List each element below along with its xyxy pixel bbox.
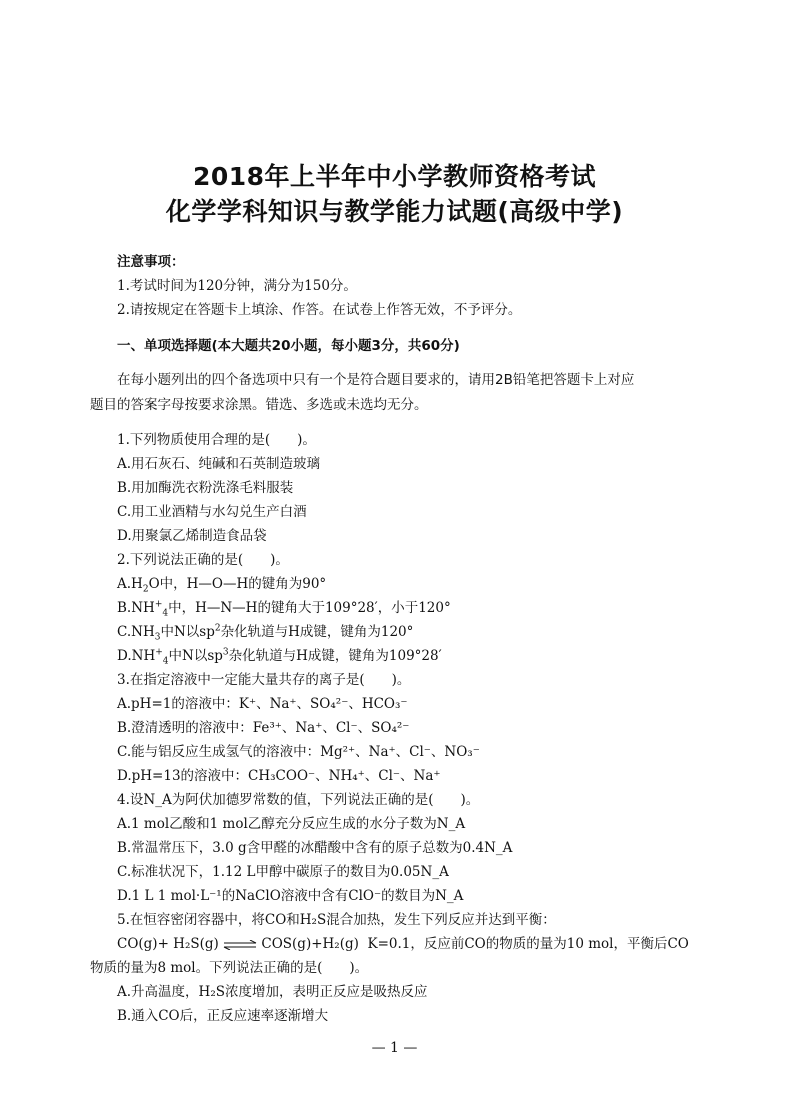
question-2-option-c: $C.NH_3$中N以$sp^2$杂化轨道与H成键，键角为120° — [117, 623, 414, 643]
question-1-option-b: B.用加酶洗衣粉洗涤毛料服装 — [117, 480, 294, 496]
question-2-option-b: $B.NH^+_4$中，H—N—H的键角大于109°28′，小于120° — [117, 599, 451, 619]
question-3-option-d: D.pH=13的溶液中：CH₃COO⁻、NH₄⁺、Cl⁻、Na⁺ — [117, 768, 441, 784]
question-1-option-d: D.用聚氯乙烯制造食品袋 — [117, 528, 267, 544]
question-5-option-b: B.通入CO后，正反应速率逐渐增大 — [117, 1008, 329, 1024]
question-4-option-b: B.常温常压下，3.0 g含甲醛的冰醋酸中含有的原子总数为0.4N_A — [117, 840, 513, 856]
question-4-option-d: D.1 L 1 mol·L⁻¹的NaClO溶液中含有ClO⁻的数目为N_A — [117, 888, 464, 904]
exam-title: 2018年上半年中小学教师资格考试 — [192, 162, 597, 191]
exam-subtitle: 化学学科知识与教学能力试题(高级中学) — [165, 197, 624, 226]
question-1-stem: 1.下列物质使用合理的是( )。 — [117, 432, 316, 448]
notice-item-1: 1.考试时间为120分钟，满分为150分。 — [117, 278, 357, 294]
question-3-option-b: B.澄清透明的溶液中：Fe³⁺、Na⁺、Cl⁻、SO₄²⁻ — [117, 720, 410, 736]
page-number: — 1 — — [371, 1040, 418, 1056]
question-2-option-a: $A.H_2O$中，H—O—H的键角为90° — [117, 576, 327, 595]
question-3-stem: 3.在指定溶液中一定能大量共存的离子是( )。 — [117, 672, 411, 688]
section-instruction-1: 在每小题列出的四个备选项中只有一个是符合题目要求的，请用2B铅笔把答题卡上对应 — [117, 372, 635, 388]
question-4-stem: 4.设N_A为阿伏加德罗常数的值，下列说法正确的是( )。 — [117, 792, 480, 808]
question-4-option-c: C.标准状况下，1.12 L甲醇中碳原子的数目为0.05N_A — [117, 864, 449, 880]
question-5-stem: 5.在恒容密闭容器中，将CO和H₂S混合加热，发生下列反应并达到平衡： — [117, 912, 556, 928]
equilibrium-arrow-icon — [223, 940, 257, 950]
question-5-equation: CO(g)+ H₂S(g) COS(g)+H₂(g) K=0.1，反应前CO的物质的量为10 mol，平衡后CO — [117, 936, 689, 952]
question-2-stem: 2.下列说法正确的是( )。 — [117, 552, 289, 568]
question-5-option-a: A.升高温度，H₂S浓度增加，表明正反应是吸热反应 — [117, 984, 428, 1000]
question-1-option-a: A.用石灰石、纯碱和石英制造玻璃 — [117, 456, 321, 472]
section-instruction-2: 题目的答案字母按要求涂黑。错选、多选或未选均无分。 — [90, 397, 428, 413]
question-1-option-c: C.用工业酒精与水勾兑生产白酒 — [117, 504, 307, 520]
notice-item-2: 2.请按规定在答题卡上填涂、作答。在试卷上作答无效，不予评分。 — [117, 302, 522, 318]
question-5-continuation: 物质的量为8 mol。下列说法正确的是( )。 — [90, 960, 369, 976]
question-2-option-d: $D.NH^+_4$中N以$sp^3$杂化轨道与H成键，键角为109°28′ — [117, 647, 442, 667]
notice-heading: 注意事项： — [117, 254, 185, 270]
question-3-option-c: C.能与铝反应生成氢气的溶液中：Mg²⁺、Na⁺、Cl⁻、NO₃⁻ — [117, 744, 480, 760]
question-3-option-a: A.pH=1的溶液中：K⁺、Na⁺、SO₄²⁻、HCO₃⁻ — [117, 696, 408, 712]
section-heading: 一、单项选择题(本大题共20小题，每小题3分，共60分) — [117, 338, 460, 354]
question-4-option-a: A.1 mol乙酸和1 mol乙醇充分反应生成的水分子数为N_A — [117, 816, 466, 832]
